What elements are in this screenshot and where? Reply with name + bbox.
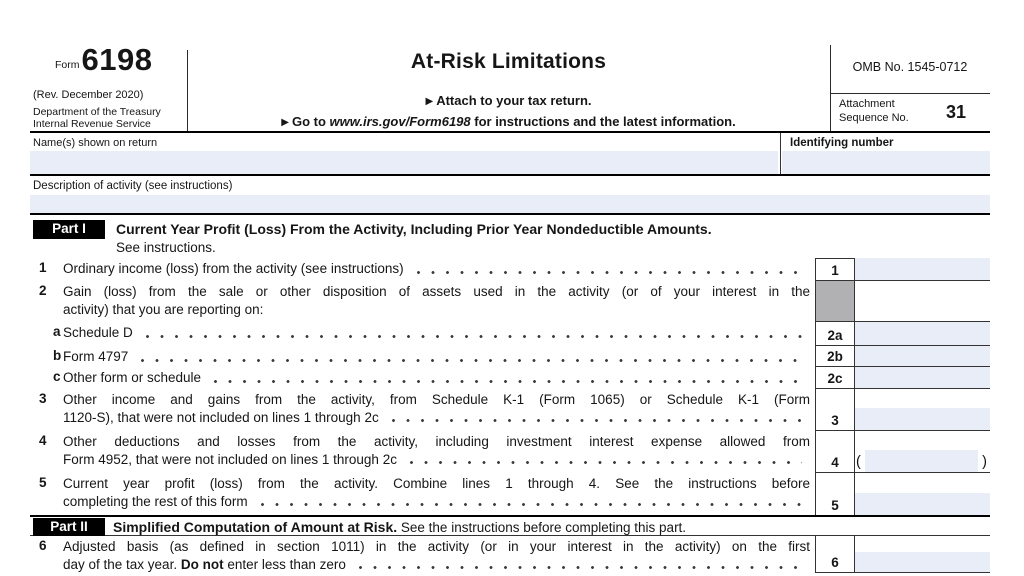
line-5-number: 5 (39, 475, 47, 490)
line-2-amount-area (855, 281, 990, 322)
line-1-amount (855, 258, 990, 281)
line-1-amount-input[interactable] (855, 258, 990, 280)
line-3-amount-input[interactable] (855, 408, 990, 430)
line-5-row (30, 473, 990, 515)
dot-leader (358, 565, 802, 570)
form-number-block (55, 44, 152, 75)
line-2c-amount-input[interactable] (855, 367, 990, 388)
line-5-label (63, 473, 815, 515)
line-2c-label (63, 367, 815, 389)
description-label: Description of activity (see instructions) (33, 180, 233, 192)
line-1-number: 1 (39, 260, 47, 275)
identifying-number-label: Identifying number (790, 137, 894, 149)
line-2a-amount (855, 322, 990, 346)
part2-title-line (113, 519, 686, 537)
dot-leader (140, 358, 802, 363)
part2-title: Simplified Computation of Amount at Risk. (113, 519, 398, 535)
arrow-icon: ▶ (281, 117, 289, 128)
part2-badge: Part II (33, 518, 105, 536)
line-2a-box: 2a (815, 322, 855, 346)
line-4-close-paren: ) (982, 454, 987, 470)
line-4-text1: Other deductions and losses from the activity, including investment interest expense allowed from (63, 434, 810, 449)
header-bottom-rule (30, 131, 990, 133)
line-5-text2: completing the rest of this form (63, 493, 248, 509)
part2-header (30, 515, 990, 536)
dot-leader (391, 418, 802, 423)
line-2b-row (30, 346, 990, 367)
form-title: At-Risk Limitations (410, 50, 607, 73)
line-1-box: 1 (815, 258, 855, 281)
line-2b-box: 2b (815, 346, 855, 367)
line-5-amount-input[interactable] (855, 493, 990, 515)
name-input[interactable] (30, 151, 778, 174)
attach-note (187, 93, 830, 108)
line-2c-row (30, 367, 990, 389)
line-4-amount-input[interactable] (865, 450, 978, 472)
line-2c-box: 2c (815, 367, 855, 389)
part1-title: Current Year Profit (Loss) From the Activity, Including Prior Year Nondeductible Amounts. (116, 221, 712, 237)
line-6-text2 (63, 556, 346, 574)
part1-header (30, 217, 990, 258)
attach-note-text: Attach to your tax return. (436, 93, 592, 108)
line-4-box: 4 (815, 431, 855, 473)
line-2a-label (63, 322, 815, 346)
line-2c-text: Other form or schedule (63, 370, 202, 385)
arrow-icon: ▶ (425, 96, 434, 107)
line-6-text2-bold: Do not (180, 556, 224, 572)
line-1-text: Ordinary income (loss) from the activity (see instructions) (63, 261, 404, 276)
line-6-text1: Adjusted basis (as defined in section 1011) in the activity (or in your interest in the activity) on the first (63, 539, 810, 554)
line-6-label (63, 536, 815, 573)
line-2b-text: Form 4797 (63, 349, 129, 364)
line-5-box: 5 (815, 473, 855, 515)
line-1-row (30, 258, 990, 281)
name-id-divider (780, 133, 781, 174)
line-3-amount (855, 389, 990, 431)
line-2b-letter: b (53, 348, 62, 363)
line-2-shaded-box (815, 281, 855, 322)
line-2a-amount-input[interactable] (855, 322, 990, 345)
line-2c-letter: c (53, 369, 61, 384)
irs-url-link[interactable]: www.irs.gov/Form6198 (329, 114, 471, 129)
line-2-label (63, 281, 815, 322)
part1-badge: Part I (33, 220, 105, 239)
line-3-number: 3 (39, 391, 47, 406)
line-6-row (30, 536, 990, 573)
line-3-box: 3 (815, 389, 855, 431)
line-2a-row (30, 322, 990, 346)
part1-lines (30, 258, 990, 573)
line-4-open-paren: ( (856, 454, 861, 470)
line-4-text2: Form 4952, that were not included on lines 1 through 2c (63, 451, 397, 467)
dot-leader (409, 460, 802, 465)
line-3-row (30, 389, 990, 431)
goto-prefix: Go to (291, 114, 330, 129)
sequence-number: 31 (946, 102, 967, 122)
part1-subtitle: See instructions. (116, 240, 216, 255)
omb-divider (830, 93, 990, 94)
line-4-number: 4 (39, 433, 47, 448)
line-3-label (63, 389, 815, 431)
form-revision: (Rev. December 2020) (33, 89, 144, 101)
line-6-text2-post: enter less than zero (223, 556, 346, 572)
line-3-text2: 1120-S), that were not included on lines 1 through 2c (63, 409, 379, 425)
line-6-box: 6 (815, 536, 855, 573)
goto-suffix: for instructions and the latest information. (470, 114, 736, 129)
line-2-text2: activity) that you are reporting on: (63, 301, 264, 317)
line-6-text2-pre: day of the tax year. (63, 556, 181, 572)
agency-line2: Internal Revenue Service (33, 118, 151, 130)
identifying-number-input[interactable] (782, 151, 990, 174)
omb-number: OMB No. 1545-0712 (852, 60, 968, 74)
header-divider-right (830, 45, 831, 131)
dot-leader (145, 334, 802, 339)
line-2-text1: Gain (loss) from the sale or other disposition of assets used in the activity (or of your interest in the (63, 284, 810, 299)
agency-line1: Department of the Treasury (33, 106, 161, 118)
line-2c-amount (855, 367, 990, 389)
sequence-label: Sequence No. (839, 112, 909, 124)
line-2a-text: Schedule D (63, 325, 133, 340)
dot-leader (416, 270, 802, 275)
line-1-label (63, 258, 815, 281)
line-6-amount (855, 536, 990, 573)
line-6-number: 6 (39, 538, 47, 553)
dot-leader (260, 502, 802, 507)
line-4-row (30, 431, 990, 473)
line-2b-amount (855, 346, 990, 367)
goto-note (187, 114, 830, 129)
line-5-amount (855, 473, 990, 515)
line-2-row (30, 281, 990, 322)
description-row-rule (30, 213, 990, 215)
line-4-label (63, 431, 815, 473)
name-label: Name(s) shown on return (33, 137, 158, 149)
line-5-text1: Current year profit (loss) from the activity. Combine lines 1 through 4. See the instructions before (63, 476, 810, 491)
line-2b-label (63, 346, 815, 367)
line-4-amount (855, 431, 990, 473)
line-6-amount-input[interactable] (855, 552, 990, 572)
description-input[interactable] (30, 195, 990, 213)
form-word: Form (55, 59, 80, 71)
part2-subtitle: See the instructions before completing this part. (397, 520, 687, 535)
line-2a-letter: a (53, 324, 61, 339)
attachment-label: Attachment (839, 98, 895, 110)
line-3-text1: Other income and gains from the activity, from Schedule K-1 (Form 1065) or Schedule K-1 (Form (63, 392, 810, 407)
line-2b-amount-input[interactable] (855, 346, 990, 366)
name-row-rule (30, 174, 990, 176)
line-2-number: 2 (39, 283, 47, 298)
dot-leader (213, 379, 802, 384)
form-number: 6198 (81, 42, 153, 77)
